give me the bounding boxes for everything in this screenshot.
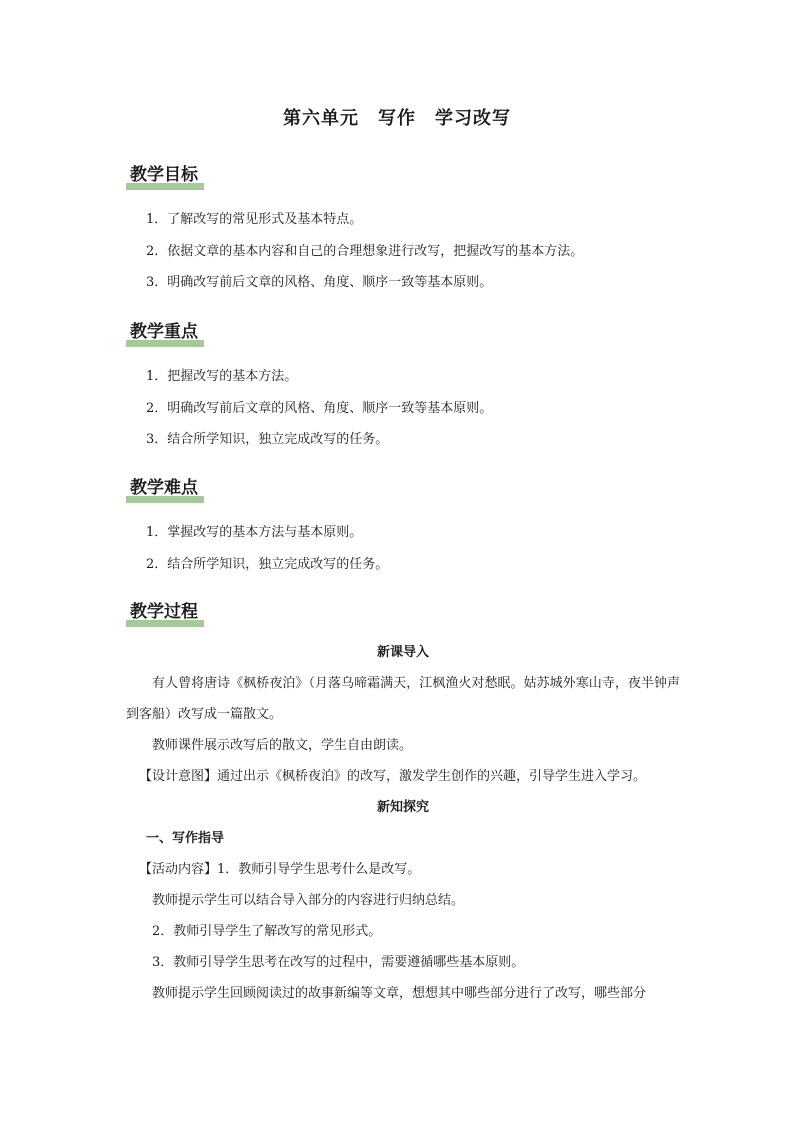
list-item: 3．结合所学知识，独立完成改写的任务。 [146,432,389,447]
section-difficulties [126,473,686,580]
section-heading: 教学重点 [126,317,204,344]
list-item: 3．明确改写前后文章的风格、角度、顺序一致等基本原则。 [146,275,493,290]
list-item: 1．掌握改写的基本方法与基本原则。 [146,525,363,540]
list-item: 1．了解改写的常见形式及基本特点。 [146,212,363,227]
paragraph: 【活动内容】1．教师引导学生思考什么是改写。 [139,862,421,877]
section-objectives [126,160,686,299]
paragraph: 3．教师引导学生思考在改写的过程中，需要遵循哪些基本原则。 [152,955,525,970]
list-item: 1．把握改写的基本方法。 [146,369,298,384]
paragraph: 【设计意图】通过出示《枫桥夜泊》的改写，激发学生创作的兴趣，引导学生进入学习。 [139,769,647,784]
list-item: 2．依据文章的基本内容和自己的合理想象进行改写，把握改写的基本方法。 [146,243,584,259]
section-process [126,597,686,624]
subsection-title-intro: 新课导入 [376,645,429,660]
document-title: 第六单元 写作 学习改写 [283,108,511,129]
section-key-points [126,317,686,456]
paragraph: 2．教师引导学生了解改写的常见形式。 [152,924,382,939]
objectives-list [126,204,686,299]
paragraph: 教师提示学生回顾阅读过的故事新编等文章，想想其中哪些部分进行了改写，哪些部分 [152,986,647,1001]
paragraph: 有人曾将唐诗《枫桥夜泊》（月落乌啼霜满天，江枫渔火对愁眠。姑苏城外寒山寺，夜半钟声到客船）改写成一篇散文。 [126,676,680,722]
list-item: 2．明确改写前后文章的风格、角度、顺序一致等基本原则。 [146,400,493,416]
list-item: 2．结合所学知识，独立完成改写的任务。 [146,556,389,572]
section-heading: 教学难点 [126,473,204,500]
paragraph: 教师提示学生可以结合导入部分的内容进行归纳总结。 [152,893,465,908]
paragraph: 教师课件展示改写后的散文，学生自由朗读。 [152,738,413,753]
section-heading: 教学目标 [126,160,204,187]
section-heading: 教学过程 [126,597,204,624]
process-body [126,637,680,1009]
difficulties-list [126,517,686,580]
key-points-list [126,361,686,456]
subsection-title-explore: 新知探究 [376,800,429,815]
part-title: 一、写作指导 [146,831,225,846]
